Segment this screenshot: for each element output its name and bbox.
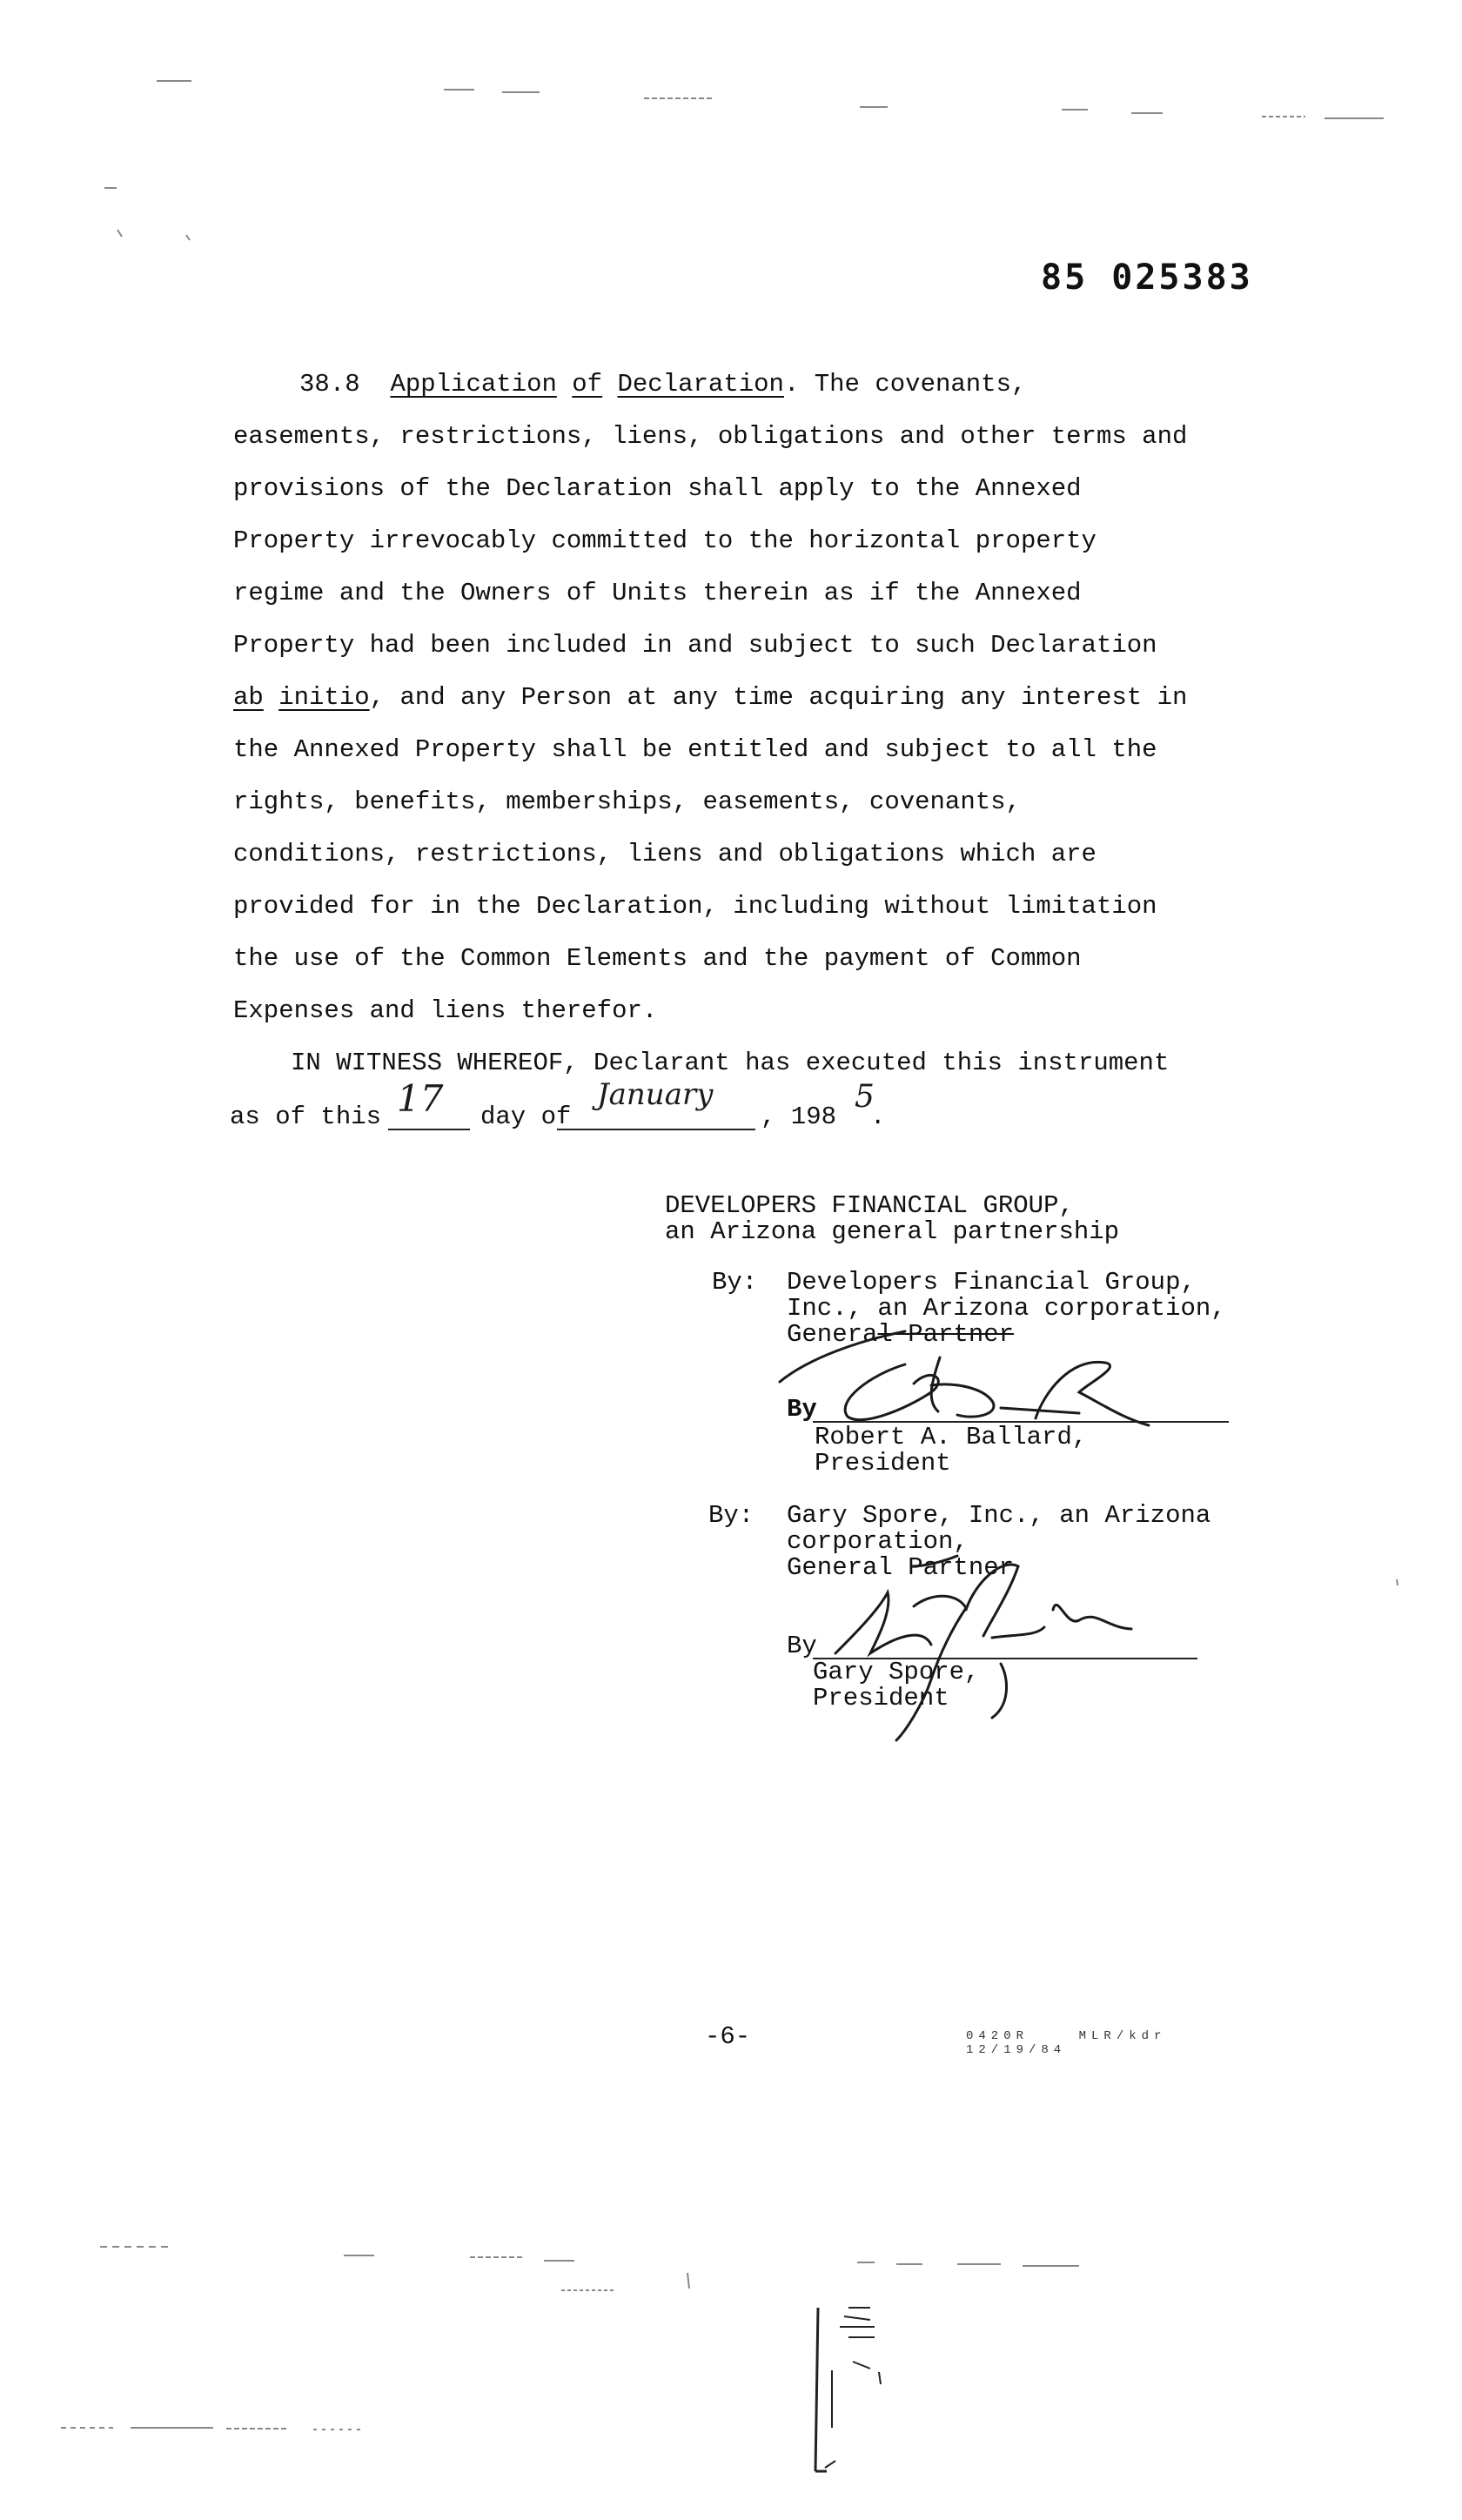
- partner2-sig-by: By: [787, 1632, 817, 1660]
- partner2-line-1: Gary Spore, Inc., an Arizona: [787, 1501, 1211, 1530]
- line-7-rest: , and any Person at any time acquiring any interest in: [369, 683, 1188, 712]
- line-1-rest: . The covenants,: [783, 370, 1027, 399]
- reference-code-line-1: 0420R MLR/kdr: [966, 2029, 1167, 2043]
- section-heading-word-3: Declaration: [617, 370, 784, 399]
- partner2-by-label: By:: [708, 1501, 754, 1530]
- partner1-sig-by: By: [787, 1395, 817, 1424]
- signatory-entity-name: DEVELOPERS FINANCIAL GROUP,: [665, 1191, 1074, 1220]
- witness-period: .: [870, 1102, 886, 1131]
- witness-year-printed: , 198: [761, 1102, 837, 1131]
- partner1-line-1: Developers Financial Group,: [787, 1268, 1196, 1297]
- latin-ab: ab: [233, 683, 264, 712]
- partner1-partner-struck: l Partner: [877, 1320, 1015, 1349]
- witness-day-of: day of: [480, 1102, 572, 1131]
- paragraph-line-6: Property had been included in and subject to such Declaration: [233, 631, 1157, 660]
- page-number: -6-: [705, 2022, 751, 2051]
- partner1-by-label: By:: [712, 1268, 758, 1297]
- partner1-general: Genera: [787, 1320, 878, 1349]
- paragraph-line-12: the use of the Common Elements and the payment of Common: [233, 944, 1082, 973]
- document-number: 85 025383: [1041, 258, 1253, 298]
- witness-prefix: as of this: [230, 1102, 382, 1131]
- spore-signature: [835, 1556, 1131, 1740]
- paragraph-line-13: Expenses and liens therefor.: [233, 996, 658, 1025]
- reference-code-line-2: 12/19/84: [966, 2043, 1067, 2057]
- partner2-line-2: corporation,: [787, 1527, 969, 1556]
- partner1-line-2: Inc., an Arizona corporation,: [787, 1294, 1226, 1323]
- handwritten-month: January: [597, 1077, 714, 1112]
- paragraph-line-5: regime and the Owners of Units therein as if the Annexed: [233, 579, 1082, 607]
- section-heading-word-2: of: [572, 370, 603, 399]
- witness-line-1: IN WITNESS WHEREOF, Declarant has executed this instrument: [291, 1049, 1170, 1077]
- paragraph-line-2: easements, restrictions, liens, obligations and other terms and: [233, 422, 1188, 451]
- handwritten-year-digit: 5: [855, 1079, 875, 1115]
- partner2-signer-title: President: [813, 1684, 949, 1712]
- paragraph-line-4: Property irrevocably committed to the horizontal property: [233, 526, 1096, 555]
- paragraph-line-10: conditions, restrictions, liens and obligations which are: [233, 840, 1096, 868]
- ballard-signature: [780, 1331, 1149, 1425]
- partner1-signer-name: Robert A. Ballard,: [815, 1423, 1088, 1451]
- paragraph-line-8: the Annexed Property shall be entitled and subject to all the: [233, 735, 1157, 764]
- paragraph-line-9: rights, benefits, memberships, easements, covenants,: [233, 788, 1021, 816]
- paragraph-line-11: provided for in the Declaration, including without limitation: [233, 892, 1157, 921]
- partner2-signer-name: Gary Spore,: [813, 1658, 980, 1686]
- signatory-entity-type: an Arizona general partnership: [665, 1217, 1120, 1246]
- partner1-signer-title: President: [815, 1449, 951, 1478]
- section-heading-word-1: Application: [390, 370, 557, 399]
- handwritten-day: 17: [397, 1077, 444, 1120]
- partner2-line-3: General Partner: [787, 1553, 1015, 1582]
- paragraph-line-3: provisions of the Declaration shall apply to the Annexed: [233, 474, 1082, 503]
- section-number: 38.8: [299, 370, 360, 399]
- latin-initio: initio: [278, 683, 370, 712]
